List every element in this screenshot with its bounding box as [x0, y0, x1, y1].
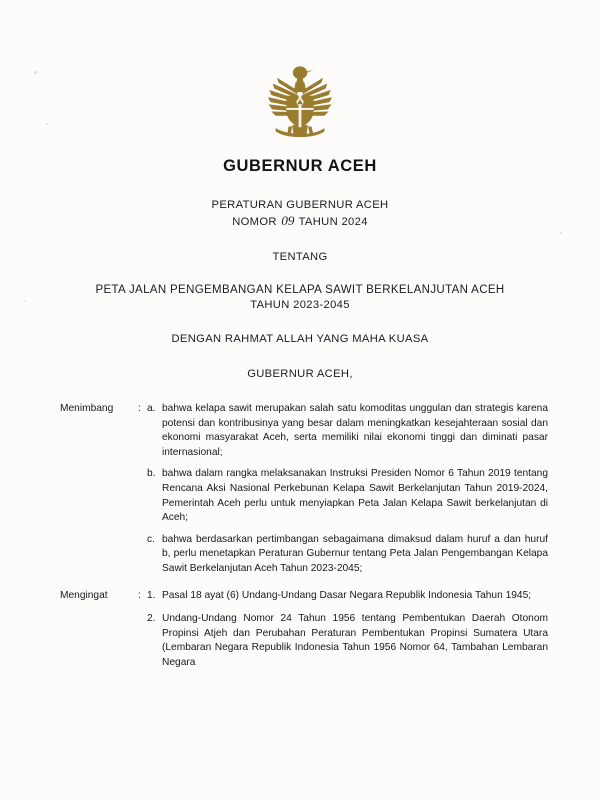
recalling-section	[60, 589, 548, 680]
scan-speck	[560, 232, 562, 234]
item-text: Undang-Undang Nomor 24 Tahun 1956 tentang Pembentukan Daerah Otonom Propinsi Atjeh dan Perubahan Peraturan Pembentukan Propinsi Sumatera Utara (Lembaran Negara Republik Indonesia Tahun 1956 Nomor 64, Tambahan Lembaran Negara	[162, 613, 548, 668]
number-suffix: TAHUN 2024	[298, 216, 368, 228]
document-header-block	[0, 198, 600, 382]
item-text: Pasal 18 ayat (6) Undang-Undang Dasar Negara Republik Indonesia Tahun 1945;	[162, 589, 532, 601]
list-item	[147, 589, 548, 604]
scan-speck	[46, 123, 48, 125]
recalling-colon: :	[138, 589, 141, 601]
signatory-title: GUBERNUR ACEH,	[247, 368, 353, 380]
regulation-type: PERATURAN GUBERNUR ACEH	[211, 199, 389, 211]
item-marker: b.	[147, 468, 156, 480]
item-text: bahwa kelapa sawit merupakan salah satu komoditas unggulan dan strategis karena potensi dan kontribusinya yang besar dalam meningkatkan kesejahteraan sosial dan ekonomi masyarakat Aceh, serta memiliki nilai ekonomi tinggi dan diminati pasar internasional;	[162, 403, 548, 458]
considering-items	[147, 402, 548, 577]
about-label: TENTANG	[272, 251, 328, 263]
garuda-pancasila-emblem-icon	[257, 62, 343, 138]
list-item	[147, 612, 548, 670]
document-body	[0, 402, 600, 680]
number-value: 09	[281, 213, 295, 228]
item-text: bahwa dalam rangka melaksanakan Instruksi Presiden Nomor 6 Tahun 2019 tentang Rencana Aksi Nasional Perkebunan Kelapa Sawit Berkelanjutan Tahun 2019-2024, Pemerintah Aceh perlu untuk menyiapkan Peta Jalan Kelapa Sawit berkelanjutan di Aceh;	[162, 468, 548, 524]
regulation-number	[0, 213, 600, 230]
list-item	[147, 467, 548, 525]
list-item	[147, 533, 548, 577]
considering-section	[60, 402, 548, 577]
blessing-line: DENGAN RAHMAT ALLAH YANG MAHA KUASA	[171, 333, 429, 345]
number-prefix: NOMOR	[232, 216, 277, 228]
item-marker: 1.	[147, 589, 156, 601]
item-marker: 2.	[147, 613, 156, 625]
scan-speck	[24, 300, 26, 302]
considering-label: Menimbang	[60, 403, 114, 414]
subject-line-1: PETA JALAN PENGEMBANGAN KELAPA SAWIT BERKELANJUTAN ACEH	[95, 284, 505, 296]
recalling-label: Mengingat	[60, 589, 108, 601]
item-marker: a.	[147, 403, 156, 414]
subject-line-2: TAHUN 2023-2045	[250, 299, 350, 311]
page-title: GUBERNUR ACEH	[223, 157, 377, 175]
emblem-container	[0, 0, 600, 143]
recalling-items	[147, 589, 548, 680]
item-text: bahwa berdasarkan pertimbangan sebagaimana dimaksud dalam huruf a dan huruf b, perlu menetapkan Peraturan Gubernur tentang Peta Jalan Pengembangan Kelapa Sawit Berkelanjutan Aceh Tahun 2023-2045;	[162, 533, 548, 574]
considering-colon: :	[138, 403, 141, 414]
list-item	[147, 402, 548, 460]
scan-speck	[34, 71, 37, 74]
item-marker: c.	[147, 533, 155, 545]
